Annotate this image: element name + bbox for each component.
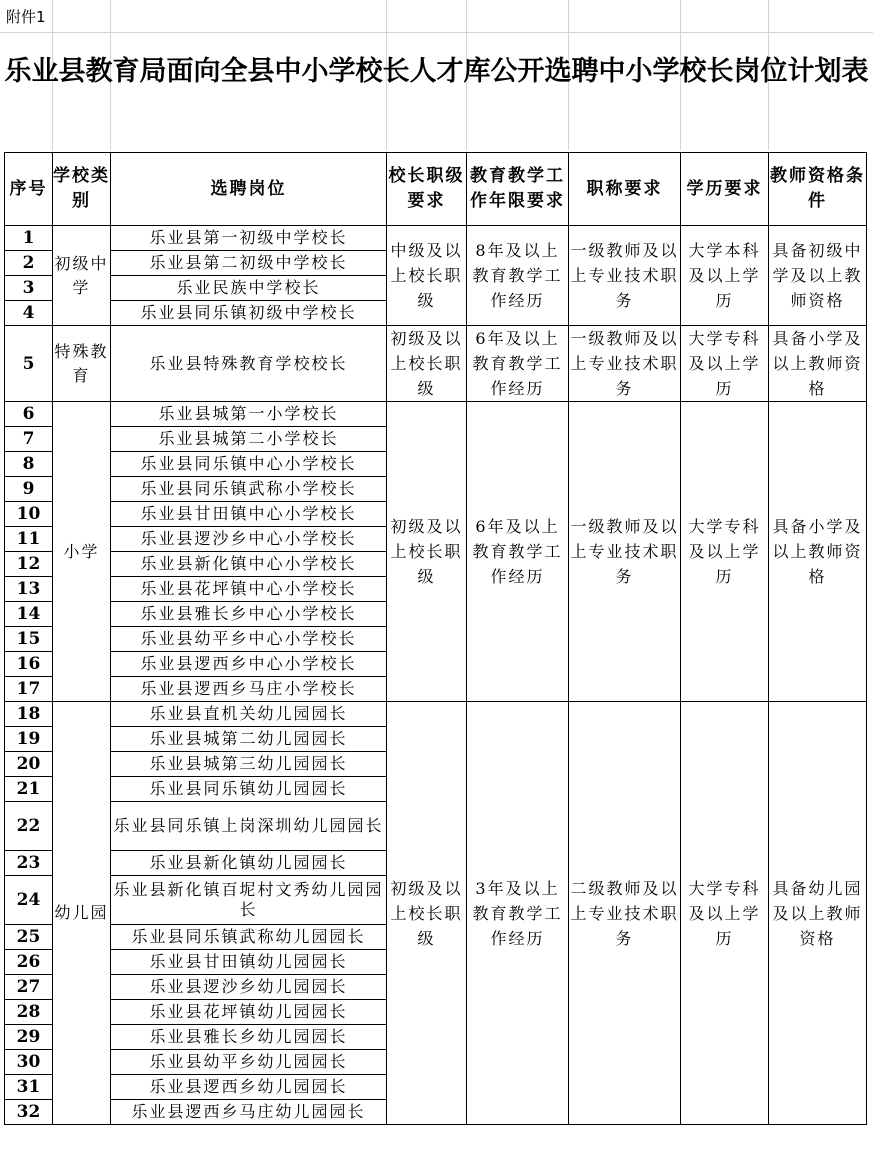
header-school-type: 学校类别	[53, 153, 111, 226]
education-cell: 大学专科及以上学历	[681, 702, 769, 1125]
title-req-cell: 一级教师及以上专业技术职务	[569, 402, 681, 702]
row-seq: 10	[5, 502, 53, 527]
row-seq: 5	[5, 326, 53, 402]
school-type-cell: 初级中学	[53, 226, 111, 326]
position-cell: 乐业县城第二幼儿园园长	[111, 727, 387, 752]
header-level: 校长职级要求	[387, 153, 467, 226]
row-seq: 18	[5, 702, 53, 727]
position-cell: 乐业县逻西乡中心小学校长	[111, 652, 387, 677]
position-cell: 乐业县同乐镇初级中学校长	[111, 301, 387, 326]
header-title-req: 职称要求	[569, 153, 681, 226]
level-cell: 初级及以上校长职级	[387, 702, 467, 1125]
position-cell: 乐业县特殊教育学校校长	[111, 326, 387, 402]
position-cell: 乐业县逻西乡马庄幼儿园园长	[111, 1100, 387, 1125]
row-seq: 1	[5, 226, 53, 251]
row-seq: 22	[5, 802, 53, 851]
title-req-cell: 一级教师及以上专业技术职务	[569, 226, 681, 326]
school-type-cell: 特殊教育	[53, 326, 111, 402]
level-cell: 中级及以上校长职级	[387, 226, 467, 326]
years-cell: 8年及以上教育教学工作经历	[467, 226, 569, 326]
position-cell: 乐业县逻沙乡幼儿园园长	[111, 975, 387, 1000]
education-cell: 大学专科及以上学历	[681, 402, 769, 702]
row-seq: 8	[5, 452, 53, 477]
row-seq: 25	[5, 925, 53, 950]
header-education: 学历要求	[681, 153, 769, 226]
position-cell: 乐业县花坪镇幼儿园园长	[111, 1000, 387, 1025]
education-cell: 大学专科及以上学历	[681, 326, 769, 402]
level-cell: 初级及以上校长职级	[387, 402, 467, 702]
table-row	[5, 326, 867, 402]
education-cell: 大学本科及以上学历	[681, 226, 769, 326]
school-type-cell: 小学	[53, 402, 111, 702]
row-seq: 13	[5, 577, 53, 602]
table-row	[5, 402, 867, 427]
position-cell: 乐业县第一初级中学校长	[111, 226, 387, 251]
position-cell: 乐业县新化镇幼儿园园长	[111, 851, 387, 876]
row-seq: 14	[5, 602, 53, 627]
position-cell: 乐业县甘田镇中心小学校长	[111, 502, 387, 527]
row-seq: 19	[5, 727, 53, 752]
position-cell: 乐业县甘田镇幼儿园园长	[111, 950, 387, 975]
row-seq: 6	[5, 402, 53, 427]
position-plan-table	[4, 152, 867, 1125]
position-cell: 乐业县幼平乡中心小学校长	[111, 627, 387, 652]
position-cell: 乐业县同乐镇武称幼儿园园长	[111, 925, 387, 950]
row-seq: 27	[5, 975, 53, 1000]
position-cell: 乐业县同乐镇幼儿园园长	[111, 777, 387, 802]
row-seq: 24	[5, 876, 53, 925]
header-certificate: 教师资格条件	[769, 153, 867, 226]
years-cell: 6年及以上教育教学工作经历	[467, 326, 569, 402]
table-row	[5, 226, 867, 251]
row-seq: 21	[5, 777, 53, 802]
certificate-cell: 具备小学及以上教师资格	[769, 402, 867, 702]
position-cell: 乐业县城第三幼儿园园长	[111, 752, 387, 777]
row-seq: 15	[5, 627, 53, 652]
row-seq: 20	[5, 752, 53, 777]
position-cell: 乐业县逻西乡马庄小学校长	[111, 677, 387, 702]
row-seq: 28	[5, 1000, 53, 1025]
position-cell: 乐业县城第一小学校长	[111, 402, 387, 427]
attachment-label: 附件1	[6, 8, 46, 26]
position-cell: 乐业县新化镇百坭村文秀幼儿园园长	[111, 876, 387, 925]
row-seq: 23	[5, 851, 53, 876]
certificate-cell: 具备初级中学及以上教师资格	[769, 226, 867, 326]
row-seq: 12	[5, 552, 53, 577]
position-cell: 乐业县同乐镇武称小学校长	[111, 477, 387, 502]
position-cell: 乐业县雅长乡中心小学校长	[111, 602, 387, 627]
header-position: 选聘岗位	[111, 153, 387, 226]
row-seq: 26	[5, 950, 53, 975]
row-seq: 3	[5, 276, 53, 301]
row-seq: 32	[5, 1100, 53, 1125]
position-cell: 乐业县花坪镇中心小学校长	[111, 577, 387, 602]
row-seq: 31	[5, 1075, 53, 1100]
certificate-cell: 具备小学及以上教师资格	[769, 326, 867, 402]
row-seq: 29	[5, 1025, 53, 1050]
header-seq: 序号	[5, 153, 53, 226]
position-cell: 乐业县新化镇中心小学校长	[111, 552, 387, 577]
row-seq: 11	[5, 527, 53, 552]
school-type-cell: 幼儿园	[53, 702, 111, 1125]
title-req-cell: 二级教师及以上专业技术职务	[569, 702, 681, 1125]
position-cell: 乐业民族中学校长	[111, 276, 387, 301]
row-seq: 17	[5, 677, 53, 702]
row-seq: 16	[5, 652, 53, 677]
position-cell: 乐业县直机关幼儿园园长	[111, 702, 387, 727]
table-row	[5, 702, 867, 727]
position-cell: 乐业县幼平乡幼儿园园长	[111, 1050, 387, 1075]
header-years: 教育教学工作年限要求	[467, 153, 569, 226]
certificate-cell: 具备幼儿园及以上教师资格	[769, 702, 867, 1125]
years-cell: 3年及以上教育教学工作经历	[467, 702, 569, 1125]
years-cell: 6年及以上教育教学工作经历	[467, 402, 569, 702]
position-cell: 乐业县同乐镇上岗深圳幼儿园园长	[111, 802, 387, 851]
position-cell: 乐业县城第二小学校长	[111, 427, 387, 452]
position-cell: 乐业县雅长乡幼儿园园长	[111, 1025, 387, 1050]
position-cell: 乐业县逻沙乡中心小学校长	[111, 527, 387, 552]
position-cell: 乐业县同乐镇中心小学校长	[111, 452, 387, 477]
level-cell: 初级及以上校长职级	[387, 326, 467, 402]
position-cell: 乐业县逻西乡幼儿园园长	[111, 1075, 387, 1100]
row-seq: 7	[5, 427, 53, 452]
position-cell: 乐业县第二初级中学校长	[111, 251, 387, 276]
header-row	[5, 153, 867, 226]
row-seq: 30	[5, 1050, 53, 1075]
row-seq: 2	[5, 251, 53, 276]
page-title: 乐业县教育局面向全县中小学校长人才库公开选聘中小学校长岗位计划表	[4, 56, 869, 87]
row-seq: 9	[5, 477, 53, 502]
title-req-cell: 一级教师及以上专业技术职务	[569, 326, 681, 402]
row-seq: 4	[5, 301, 53, 326]
